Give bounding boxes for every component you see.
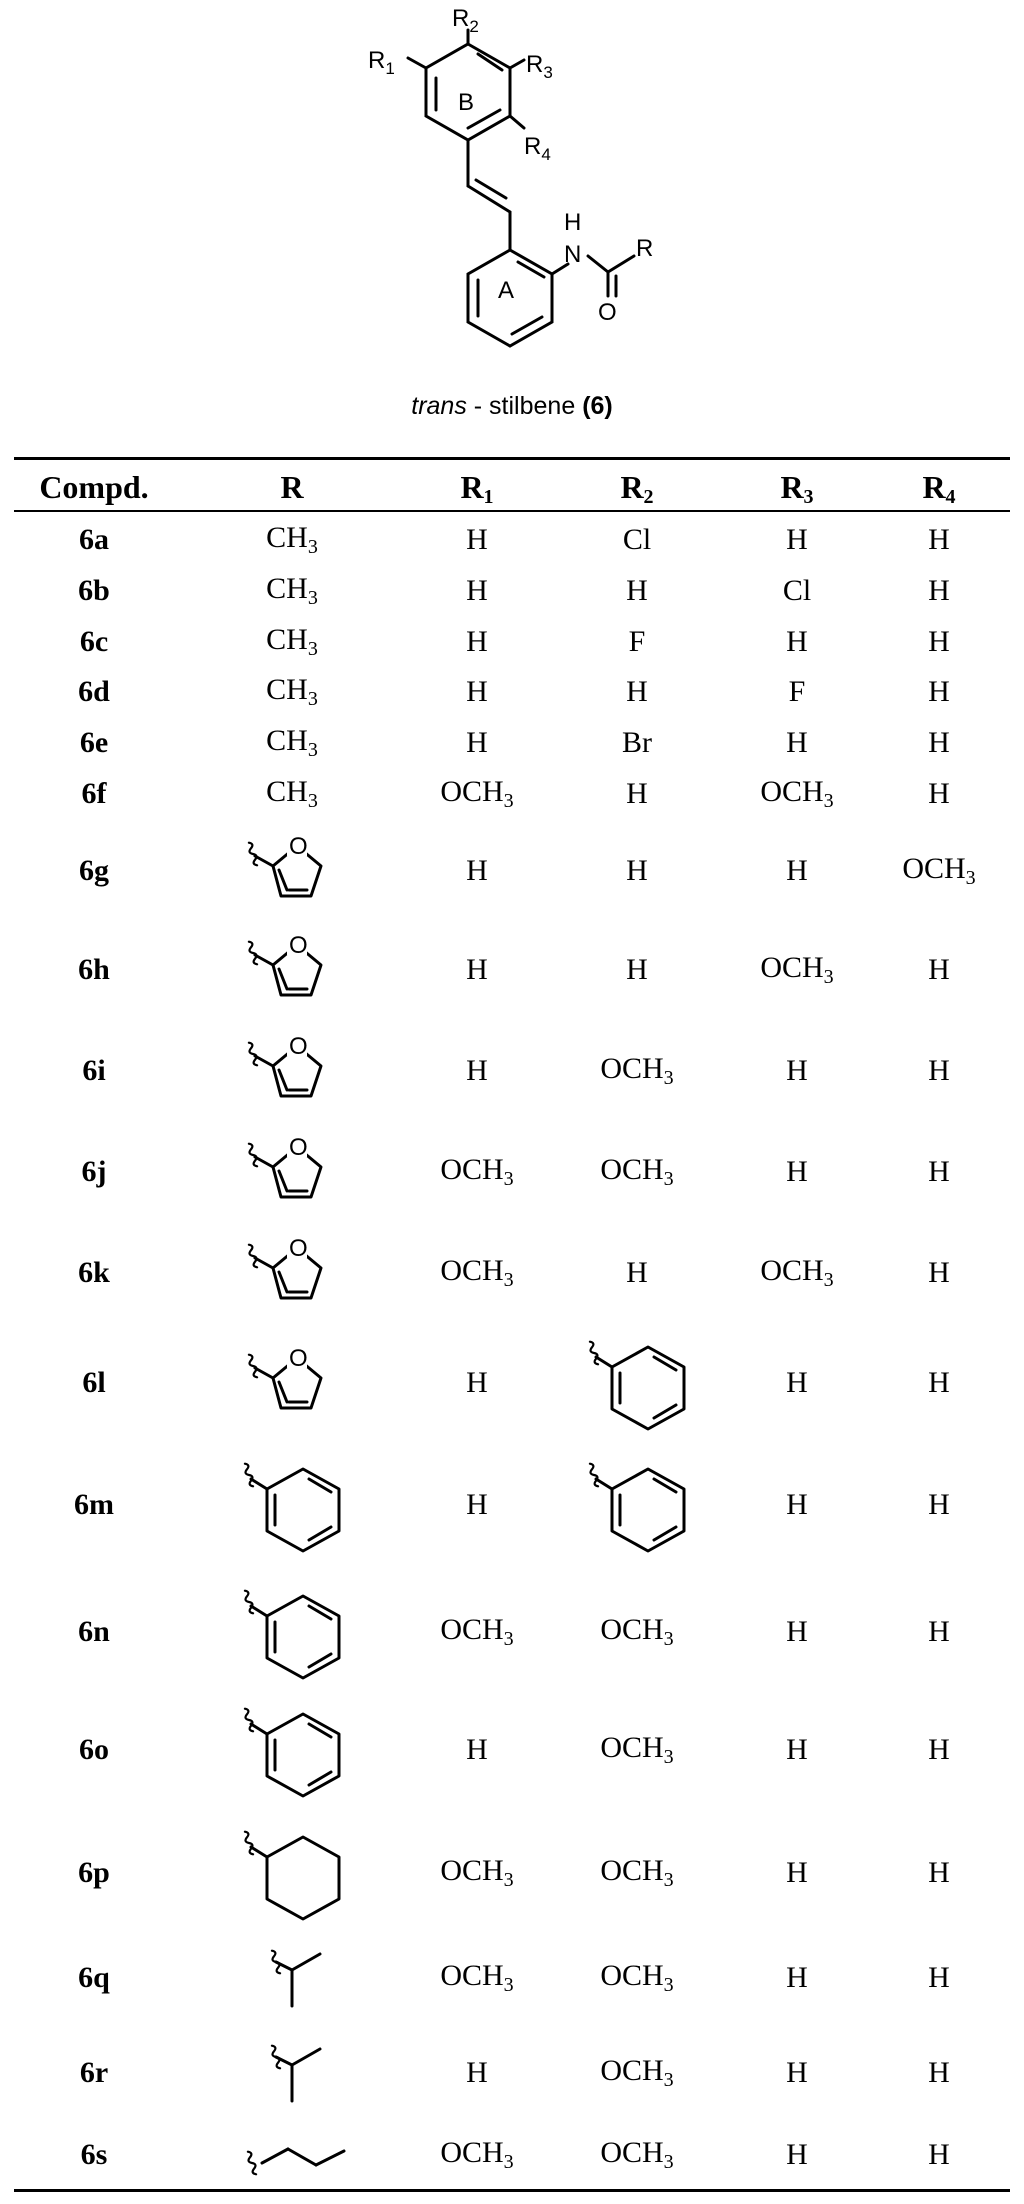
- cell-r2: H: [626, 1256, 648, 1289]
- cell-r2: $OCH_3$: [600, 1959, 674, 1996]
- cell-r: $CH_3$: [266, 775, 318, 812]
- cell-r4: H: [928, 1366, 950, 1399]
- compound-id: 6q: [78, 1961, 110, 1994]
- cell-r1: $OCH_3$: [440, 775, 514, 812]
- cell-r4: H: [928, 726, 950, 759]
- header-r2: $R_2$: [620, 469, 654, 508]
- cell-r3: H: [786, 523, 808, 556]
- cell-r3: H: [786, 1961, 808, 1994]
- compound-id: 6b: [78, 574, 110, 607]
- furan-2-yl-structure: [227, 1230, 357, 1316]
- cell-r4: H: [928, 523, 950, 556]
- cell-r1: $OCH_3$: [440, 1153, 514, 1190]
- compound-id: 6r: [79, 2056, 109, 2089]
- cell-r1: H: [466, 625, 488, 658]
- cell-r1: H: [466, 523, 488, 556]
- cell-r1: H: [466, 1054, 488, 1087]
- label-r1: $R_1$: [368, 47, 395, 78]
- table-row: [0, 2136, 1024, 2173]
- compound-id: 6n: [78, 1615, 110, 1648]
- cell-r1: H: [466, 726, 488, 759]
- compound-id: 6g: [79, 854, 109, 887]
- compound-id: 6o: [79, 1733, 109, 1766]
- cell-r3: H: [786, 1366, 808, 1399]
- cell-r: $CH_3$: [266, 623, 318, 660]
- phenyl-structure: [227, 1447, 357, 1563]
- table-row: [0, 673, 1024, 710]
- table-row: [0, 775, 1024, 812]
- label-ring-b: B: [458, 89, 475, 116]
- compound-id: 6c: [79, 625, 109, 658]
- table-row: [0, 623, 1024, 660]
- cell-r2: $OCH_3$: [600, 2136, 674, 2173]
- cell-r4: H: [928, 1856, 950, 1889]
- cell-r2: Br: [622, 726, 652, 759]
- cell-r2: H: [626, 574, 648, 607]
- cell-r3: H: [786, 1054, 808, 1087]
- cell-r3: H: [786, 1733, 808, 1766]
- cell-r: $CH_3$: [266, 673, 318, 710]
- cell-r4: H: [928, 1155, 950, 1188]
- cell-r1: H: [466, 1733, 488, 1766]
- table-row: [0, 1134, 1024, 1190]
- cell-r4: H: [928, 1054, 950, 1087]
- svg-text:O: O: [289, 1345, 308, 1372]
- cell-r4: H: [928, 1733, 950, 1766]
- phenyl-structure: [572, 1447, 702, 1563]
- table-row: [0, 1488, 1024, 1521]
- cell-r1: $OCH_3$: [440, 2136, 514, 2173]
- cell-r1: $OCH_3$: [440, 1854, 514, 1891]
- svg-text:O: O: [289, 1235, 308, 1262]
- svg-text:O: O: [289, 833, 308, 860]
- label-r4: $R_4$: [524, 133, 551, 164]
- cell-r2: $OCH_3$: [600, 2054, 674, 2091]
- cell-r1: H: [466, 574, 488, 607]
- table-row: [0, 724, 1024, 761]
- cell-r3: H: [786, 854, 808, 887]
- cell-r2: H: [626, 953, 648, 986]
- cell-r4: H: [928, 1615, 950, 1648]
- compound-id: 6s: [80, 2138, 108, 2171]
- cell-r4: H: [928, 953, 950, 986]
- table-row: [0, 1854, 1024, 1891]
- label-o: O: [598, 299, 617, 326]
- table-bottom-rule: [14, 2189, 1010, 2192]
- cell-r4: H: [928, 574, 950, 607]
- label-nh-n: N: [564, 241, 582, 268]
- compound-id: 6j: [81, 1155, 107, 1188]
- label-r2: $R_2$: [452, 5, 479, 36]
- cell-r1: H: [466, 1366, 488, 1399]
- header-r: R: [280, 469, 304, 505]
- cell-r1: H: [466, 2056, 488, 2089]
- compound-id: 6h: [78, 953, 110, 986]
- table-row: [0, 1959, 1024, 1996]
- compound-id: 6e: [79, 726, 109, 759]
- table-row: [0, 1345, 1024, 1399]
- label-r3: $R_3$: [526, 51, 553, 82]
- table-row: [0, 572, 1024, 609]
- cell-r3: $OCH_3$: [760, 775, 834, 812]
- table-header-rule: [14, 510, 1010, 512]
- phenyl-structure: [227, 1692, 357, 1808]
- cell-r: $CH_3$: [266, 521, 318, 558]
- cell-r4: H: [928, 1961, 950, 1994]
- compound-id: 6m: [74, 1488, 114, 1521]
- compound-id: 6k: [78, 1256, 110, 1289]
- table-row: [0, 2054, 1024, 2091]
- cell-r2: H: [626, 854, 648, 887]
- compound-id: 6d: [78, 675, 110, 708]
- cell-r1: H: [466, 953, 488, 986]
- table-top-rule: [14, 457, 1010, 460]
- furan-2-yl-structure: [227, 1340, 357, 1426]
- isopropyl-structure: [242, 1940, 342, 2016]
- cell-r3: F: [788, 675, 806, 708]
- cell-r4: H: [928, 1256, 950, 1289]
- cell-r2: $OCH_3$: [600, 1854, 674, 1891]
- table-row: [0, 1033, 1024, 1089]
- cell-r3: H: [786, 2056, 808, 2089]
- cell-r3: H: [786, 1856, 808, 1889]
- furan-2-yl-structure: [227, 1028, 357, 1114]
- cell-r1: H: [466, 675, 488, 708]
- cell-r1: $OCH_3$: [440, 1959, 514, 1996]
- cell-r1: H: [466, 1488, 488, 1521]
- cell-r1: H: [466, 854, 488, 887]
- cell-r4: $OCH_3$: [902, 852, 976, 889]
- cell-r3: H: [786, 625, 808, 658]
- scaffold-caption: trans - stilbene (6): [411, 392, 613, 420]
- svg-text:O: O: [289, 1033, 308, 1060]
- cell-r4: H: [928, 675, 950, 708]
- phenyl-structure: [572, 1325, 702, 1441]
- cell-r3: H: [786, 726, 808, 759]
- compound-id: 6f: [81, 777, 107, 810]
- cell-r4: H: [928, 2138, 950, 2171]
- cell-r3: Cl: [782, 574, 812, 607]
- svg-text:O: O: [289, 1134, 308, 1161]
- header-r3: $R_3$: [780, 469, 814, 508]
- cell-r3: H: [786, 1615, 808, 1648]
- table-row: [0, 521, 1024, 558]
- cell-r1: $OCH_3$: [440, 1254, 514, 1291]
- cell-r3: $OCH_3$: [760, 1254, 834, 1291]
- label-ring-a: A: [498, 277, 515, 304]
- cell-r2: F: [628, 625, 646, 658]
- cell-r1: $OCH_3$: [440, 1613, 514, 1650]
- compound-id: 6p: [78, 1856, 110, 1889]
- cell-r2: H: [626, 777, 648, 810]
- phenyl-structure: [227, 1574, 357, 1690]
- cell-r4: H: [928, 1488, 950, 1521]
- cell-r: $CH_3$: [266, 572, 318, 609]
- header-compd: Compd.: [39, 469, 149, 505]
- propyl-structure: [222, 2133, 362, 2177]
- table-row: [0, 932, 1024, 988]
- cell-r2: $OCH_3$: [600, 1052, 674, 1089]
- cell-r3: $OCH_3$: [760, 951, 834, 988]
- label-r: R: [636, 235, 654, 262]
- header-r1: $R_1$: [460, 469, 494, 508]
- header-r4: $R_4$: [922, 469, 956, 508]
- cyclohexyl-structure: [227, 1815, 357, 1931]
- cell-r: $CH_3$: [266, 724, 318, 761]
- table-row: [0, 1731, 1024, 1768]
- label-nh-h: H: [564, 209, 582, 236]
- cell-r3: H: [786, 1488, 808, 1521]
- furan-2-yl-structure: [227, 828, 357, 914]
- cell-r2: H: [626, 675, 648, 708]
- furan-2-yl-structure: [227, 1129, 357, 1215]
- cell-r2: Cl: [622, 523, 652, 556]
- furan-2-yl-structure: [227, 927, 357, 1013]
- compound-id: 6l: [82, 1366, 106, 1399]
- cell-r3: H: [786, 2138, 808, 2171]
- table-row: [0, 1235, 1024, 1291]
- stilbene-scaffold-structure: [0, 0, 1024, 380]
- cell-r3: H: [786, 1155, 808, 1188]
- table-row: [0, 833, 1024, 889]
- cell-r2: $OCH_3$: [600, 1731, 674, 1768]
- cell-r4: H: [928, 777, 950, 810]
- cell-r2: $OCH_3$: [600, 1153, 674, 1190]
- svg-text:O: O: [289, 932, 308, 959]
- compound-id: 6i: [82, 1054, 106, 1087]
- cell-r2: $OCH_3$: [600, 1613, 674, 1650]
- cell-r4: H: [928, 2056, 950, 2089]
- compound-id: 6a: [79, 523, 109, 556]
- table-row: [0, 1613, 1024, 1650]
- cell-r4: H: [928, 625, 950, 658]
- isopropyl-structure: [242, 2035, 342, 2111]
